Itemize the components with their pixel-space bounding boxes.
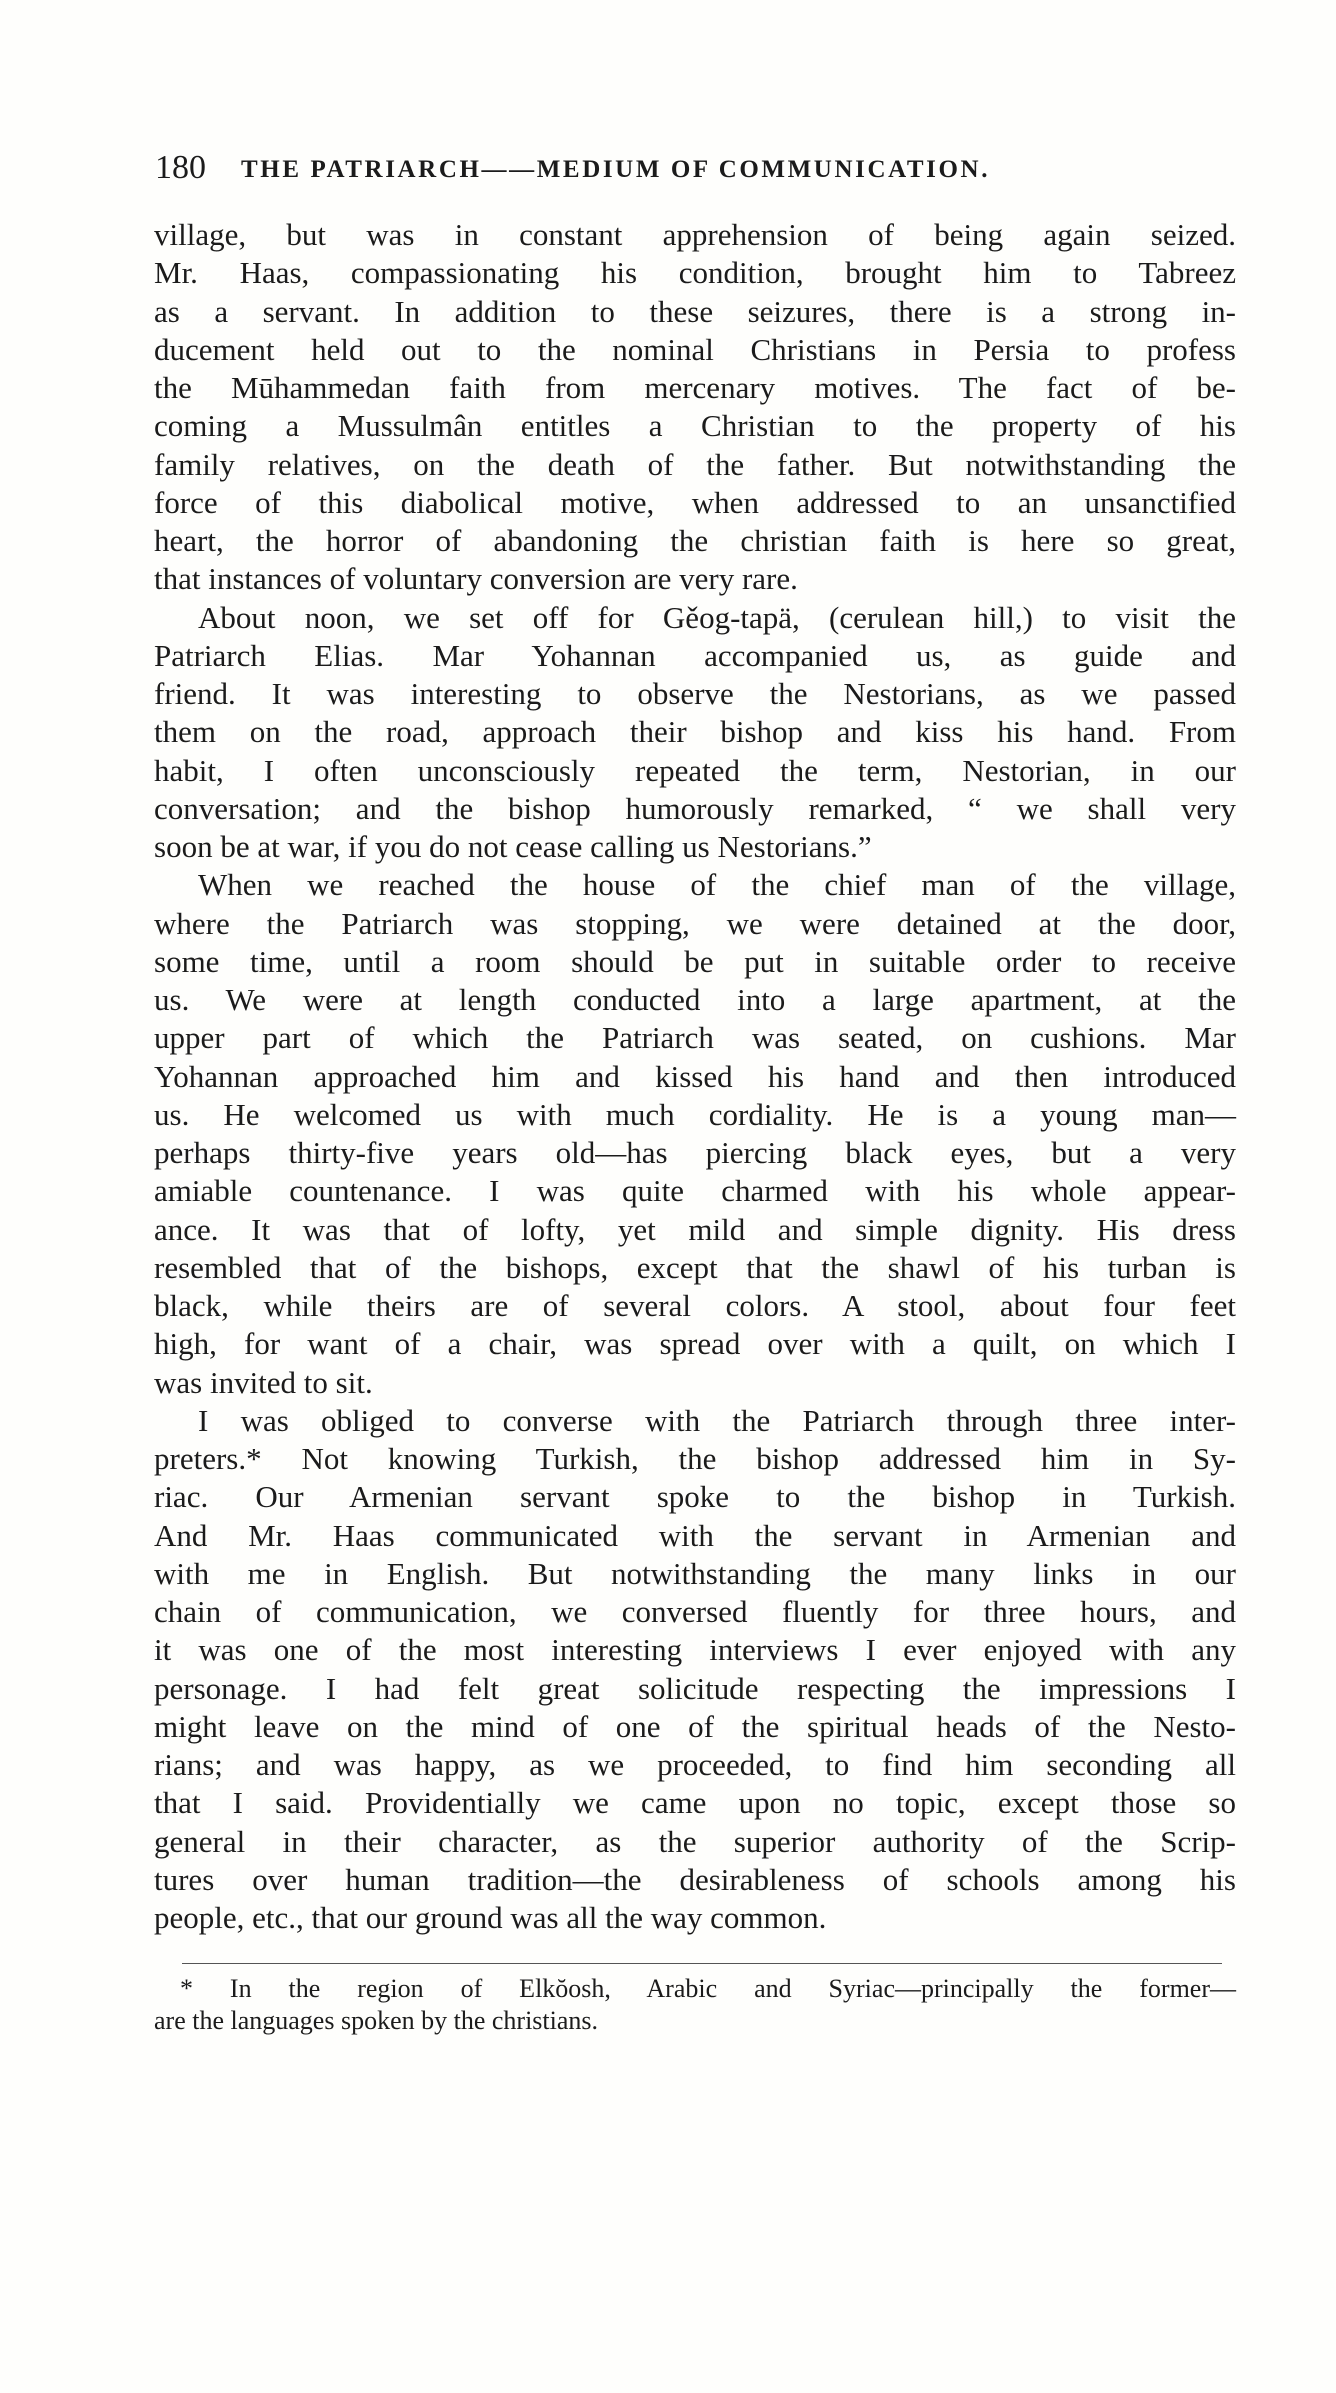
text-line: coming a Mussulmân entitles a Christian to the property of his bbox=[154, 408, 1236, 444]
text-line: I was obliged to converse with the Patriarch through three inter- bbox=[198, 1402, 1236, 1438]
footnote-line: are the languages spoken by the christians. bbox=[154, 2006, 599, 2035]
text-line: some time, until a room should be put in suitable order to receive bbox=[154, 943, 1236, 979]
footnote-rule bbox=[182, 1963, 1222, 1964]
text-line: Yohannan approached him and kissed his hand and then introduced bbox=[154, 1058, 1236, 1094]
text-line: that instances of voluntary conversion are very rare. bbox=[154, 561, 798, 597]
text-line: was invited to sit. bbox=[154, 1364, 373, 1400]
text-line: the Mūhammedan faith from mercenary motives. The fact of be- bbox=[154, 370, 1236, 405]
text-line: perhaps thirty-five years old—has piercing black eyes, but a very bbox=[154, 1135, 1236, 1170]
text-line: Patriarch Elias. Mar Yohannan accompanied us, as guide and bbox=[154, 637, 1236, 673]
footnote-line: * In the region of Elkŏosh, Arabic and Syriac—principally the former— bbox=[180, 1974, 1236, 2003]
text-line: When we reached the house of the chief man of the village, bbox=[198, 867, 1236, 903]
text-line: might leave on the mind of one of the spiritual heads of the Nesto- bbox=[154, 1708, 1236, 1744]
text-line: it was one of the most interesting interviews I ever enjoyed with any bbox=[154, 1632, 1236, 1668]
text-line: as a servant. In addition to these seizures, there is a strong in- bbox=[154, 293, 1236, 329]
text-line: riac. Our Armenian servant spoke to the bishop in Turkish. bbox=[154, 1479, 1236, 1515]
text-line: heart, the horror of abandoning the christian faith is here so great, bbox=[154, 523, 1236, 558]
body-text bbox=[154, 216, 1236, 1937]
text-line: that I said. Providentially we came upon no topic, except those so bbox=[154, 1785, 1236, 1821]
text-line: people, etc., that our ground was all the way common. bbox=[154, 1900, 827, 1935]
text-line: rians; and was happy, as we proceeded, to find him seconding all bbox=[154, 1747, 1236, 1782]
page-number: 180 bbox=[155, 149, 206, 186]
text-line: them on the road, approach their bishop and kiss his hand. From bbox=[154, 714, 1236, 750]
text-line: chain of communication, we conversed fluently for three hours, and bbox=[154, 1594, 1236, 1629]
footnote bbox=[154, 1973, 1236, 2037]
text-line: us. We were at length conducted into a large apartment, at the bbox=[154, 982, 1236, 1017]
text-line: amiable countenance. I was quite charmed with his whole appear- bbox=[154, 1173, 1236, 1209]
text-line: upper part of which the Patriarch was seated, on cushions. Mar bbox=[154, 1020, 1236, 1056]
text-line: high, for want of a chair, was spread over with a quilt, on which I bbox=[154, 1326, 1236, 1362]
text-line: force of this diabolical motive, when addressed to an unsanctified bbox=[154, 484, 1236, 520]
text-line: habit, I often unconsciously repeated the term, Nestorian, in our bbox=[154, 752, 1236, 788]
text-line: And Mr. Haas communicated with the servant in Armenian and bbox=[154, 1517, 1236, 1553]
text-line: family relatives, on the death of the father. But notwithstanding the bbox=[154, 446, 1236, 482]
text-line: black, while theirs are of several colors. A stool, about four feet bbox=[154, 1288, 1236, 1323]
text-line: resembled that of the bishops, except that the shawl of his turban is bbox=[154, 1249, 1236, 1285]
text-line: Mr. Haas, compassionating his condition, brought him to Tabreez bbox=[154, 255, 1236, 291]
text-line: village, but was in constant apprehension of being again seized. bbox=[154, 217, 1236, 252]
text-line: us. He welcomed us with much cordiality. He is a young man— bbox=[154, 1096, 1236, 1132]
text-line: preters.* Not knowing Turkish, the bishop addressed him in Sy- bbox=[154, 1441, 1236, 1476]
text-line: with me in English. But notwithstanding the many links in our bbox=[154, 1555, 1236, 1591]
text-line: tures over human tradition—the desirableness of schools among his bbox=[154, 1861, 1236, 1897]
text-line: ance. It was that of lofty, yet mild and simple dignity. His dress bbox=[154, 1211, 1236, 1247]
text-line: where the Patriarch was stopping, we were detained at the door, bbox=[154, 905, 1236, 941]
text-line: personage. I had felt great solicitude respecting the impressions I bbox=[154, 1670, 1236, 1706]
text-line: ducement held out to the nominal Christians in Persia to profess bbox=[154, 331, 1236, 367]
text-line: general in their character, as the superior authority of the Scrip- bbox=[154, 1823, 1236, 1859]
text-line: soon be at war, if you do not cease calling us Nestorians.” bbox=[154, 829, 872, 864]
page-header bbox=[155, 148, 1235, 188]
text-line: conversation; and the bishop humorously remarked, “ we shall very bbox=[154, 790, 1236, 826]
running-title: THE PATRIARCH——MEDIUM OF COMMUNICATION. bbox=[241, 156, 991, 183]
text-line: friend. It was interesting to observe the Nestorians, as we passed bbox=[154, 676, 1236, 711]
text-line: About noon, we set off for Gěog-tapä, (cerulean hill,) to visit the bbox=[198, 599, 1236, 635]
